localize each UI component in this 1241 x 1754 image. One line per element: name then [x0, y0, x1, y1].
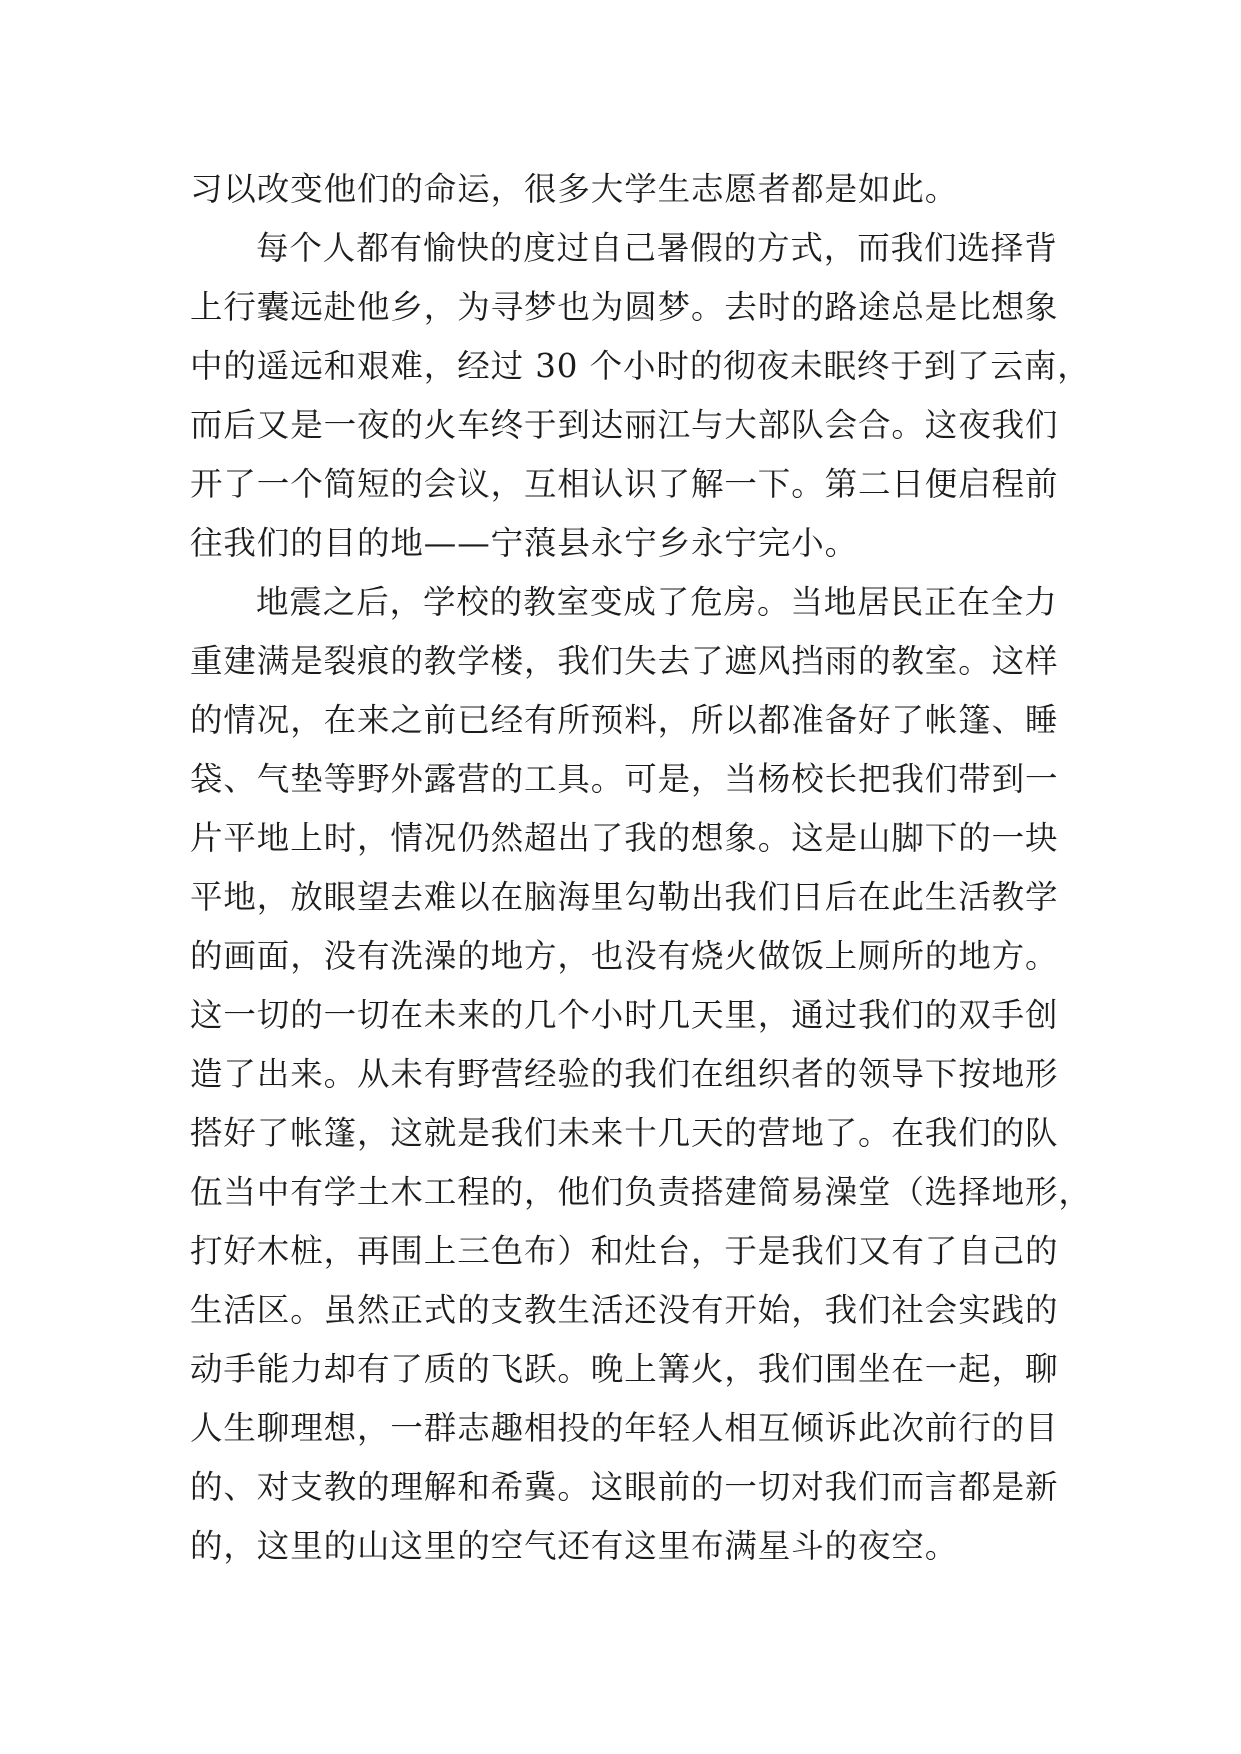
text-line: 平地，放眼望去难以在脑海里勾勒出我们日后在此生活教学	[190, 878, 1059, 916]
text-line: 往我们的目的地——宁蒗县永宁乡永宁完小。	[190, 524, 859, 562]
text-line: 片平地上时，情况仍然超出了我的想象。这是山脚下的一块	[190, 819, 1059, 857]
text-line: 重建满是裂痕的教学楼，我们失去了遮风挡雨的教室。这样	[190, 642, 1059, 680]
text-line: 动手能力却有了质的飞跃。晚上篝火，我们围坐在一起，聊	[190, 1350, 1059, 1388]
text-line: 的画面，没有洗澡的地方，也没有烧火做饭上厕所的地方。	[190, 937, 1059, 975]
text-line: 人生聊理想，一群志趣相投的年轻人相互倾诉此次前行的目	[190, 1409, 1059, 1447]
text-line: 袋、气垫等野外露营的工具。可是，当杨校长把我们带到一	[190, 760, 1059, 798]
text-line: 开了一个简短的会议，互相认识了解一下。第二日便启程前	[190, 465, 1059, 503]
text-line: 每个人都有愉快的度过自己暑假的方式，而我们选择背	[256, 229, 1058, 267]
text-line: 习以改变他们的命运，很多大学生志愿者都是如此。	[190, 170, 959, 208]
text-line: 的、对支教的理解和希冀。这眼前的一切对我们而言都是新	[190, 1468, 1059, 1506]
text-line: 上行囊远赴他乡，为寻梦也为圆梦。去时的路途总是比想象	[190, 288, 1059, 326]
text-line: 的，这里的山这里的空气还有这里布满星斗的夜空。	[190, 1527, 959, 1565]
body-text	[190, 160, 1092, 1576]
text-line: 打好木桩，再围上三色布）和灶台，于是我们又有了自己的	[190, 1232, 1059, 1270]
text-line: 的情况，在来之前已经有所预料，所以都准备好了帐篷、睡	[190, 701, 1059, 739]
text-line: 生活区。虽然正式的支教生活还没有开始，我们社会实践的	[190, 1291, 1059, 1329]
text-line: 搭好了帐篷，这就是我们未来十几天的营地了。在我们的队	[190, 1114, 1059, 1152]
text-line: 中的遥远和艰难，经过 30 个小时的彻夜未眠终于到了云南，	[190, 347, 1091, 385]
text-line: 而后又是一夜的火车终于到达丽江与大部队会合。这夜我们	[190, 406, 1059, 444]
text-line: 造了出来。从未有野营经验的我们在组织者的领导下按地形	[190, 1055, 1059, 1093]
text-line: 伍当中有学土木工程的，他们负责搭建简易澡堂（选择地形，	[190, 1173, 1092, 1211]
text-line: 地震之后，学校的教室变成了危房。当地居民正在全力	[256, 583, 1058, 621]
text-line: 这一切的一切在未来的几个小时几天里，通过我们的双手创	[190, 996, 1059, 1034]
